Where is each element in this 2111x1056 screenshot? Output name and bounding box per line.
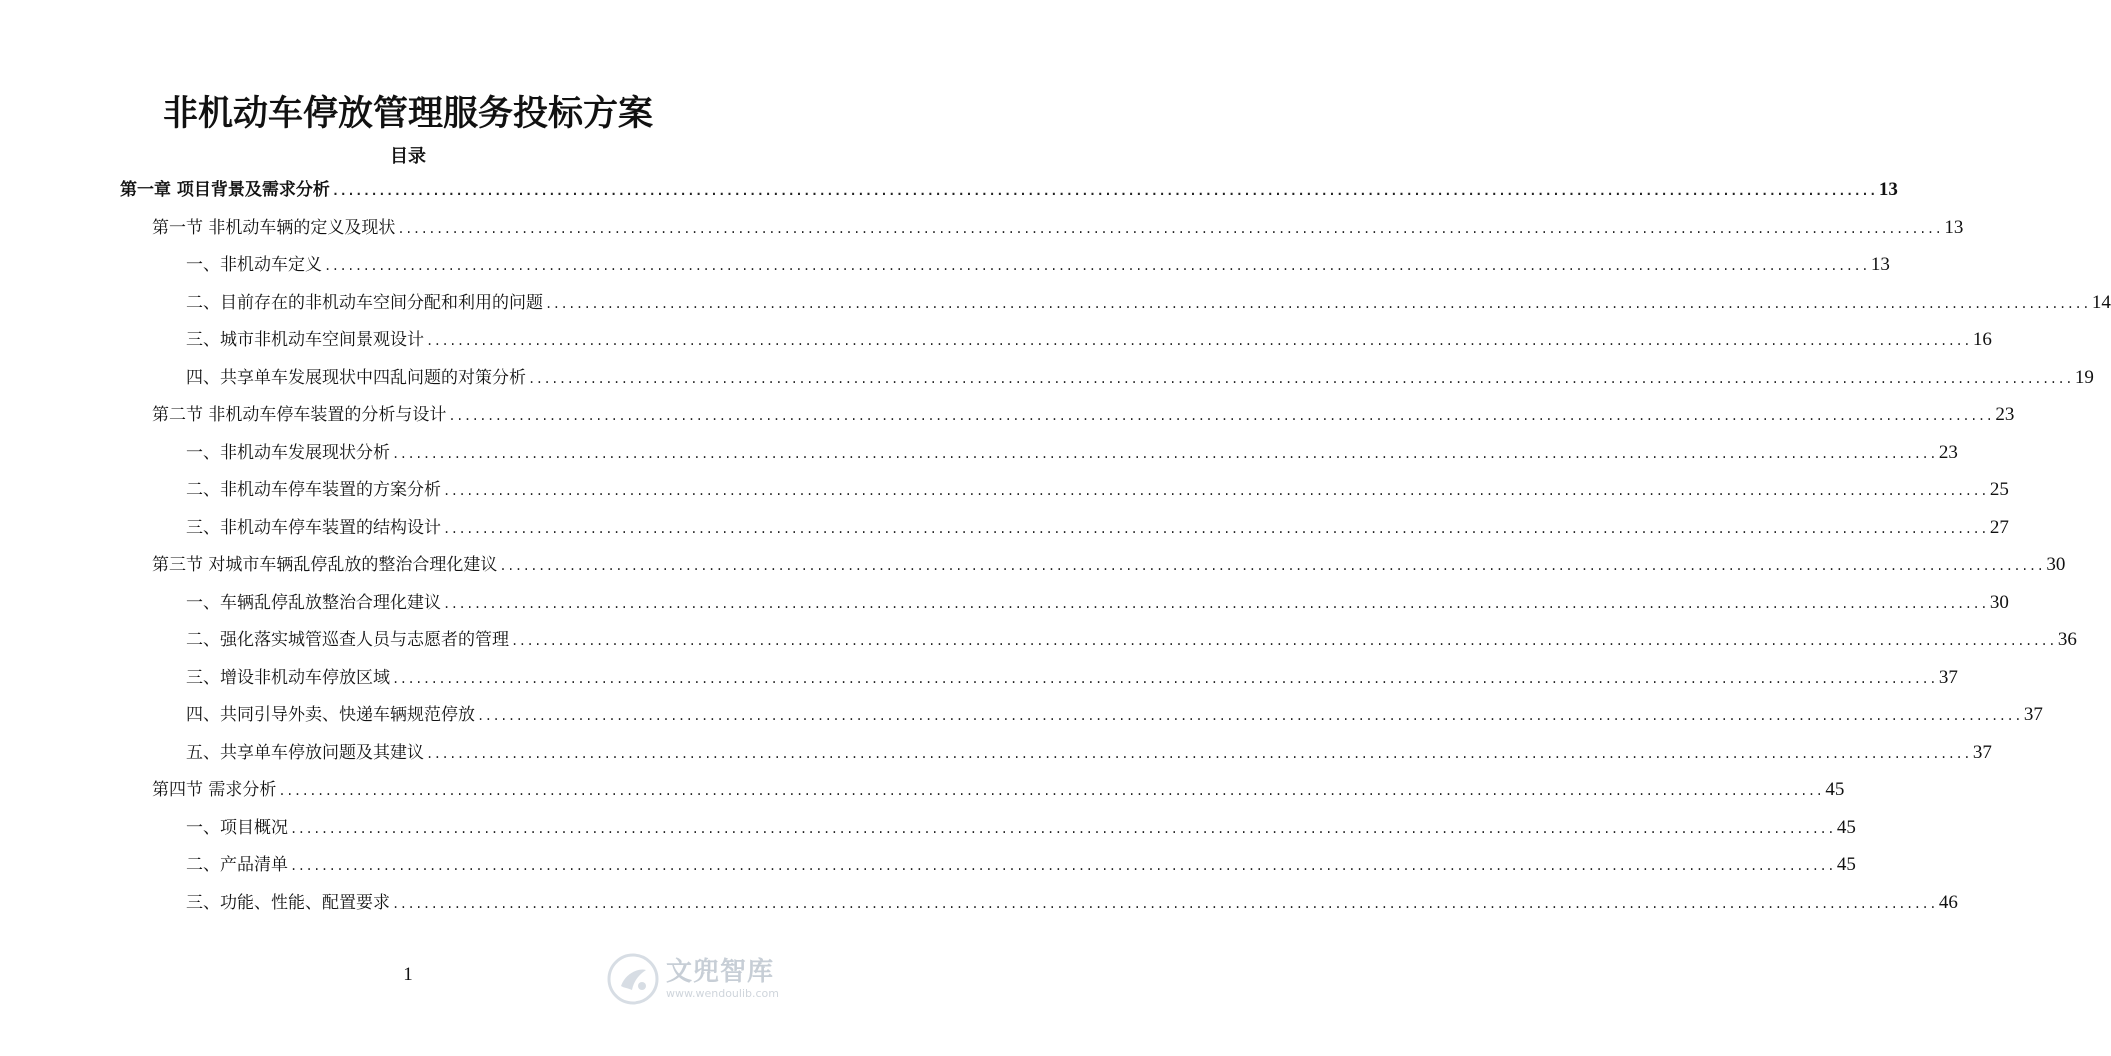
toc-entry-label: 一、非机动车发展现状分析 [186,442,390,463]
toc-entry-page: 16 [1972,329,1992,350]
toc-leader-dots: ........................................................................................................................................................................................................ [545,296,2090,311]
toc-entry-page: 30 [1989,591,2009,613]
toc-entry-page: 13 [1944,216,1964,238]
page-number: 1 [403,964,413,985]
toc-leader-dots: ........................................................................................................................................................................................................ [426,334,1971,348]
watermark-url: www.wendoulib.com [666,987,779,1000]
toc-entry-label: 二、非机动车停车装置的方案分析 [186,480,441,500]
toc-entry-label: 四、共享单车发展现状中四乱问题的对策分析 [186,367,526,388]
toc-entry[interactable] [152,214,1964,242]
toc-entry[interactable] [186,289,2111,317]
toc-entry-label: 一、非机动车定义 [186,255,322,275]
toc-entry[interactable] [186,589,2009,617]
toc-leader-dots: ........................................................................................................................................................................................................ [443,596,1988,611]
toc-entry-label: 三、功能、性能、配置要求 [186,892,390,913]
toc-entry[interactable] [152,776,1845,804]
toc-entry-label: 四、共同引导外卖、快递车辆规范停放 [186,705,475,725]
toc-entry[interactable] [186,739,1992,767]
toc-entry-label: 五、共享单车停放问题及其建议 [186,742,424,763]
toc-entry-label: 第二节 非机动车停车装置的分析与设计 [152,405,447,425]
toc-leader-dots: ........................................................................................................................................................................................................ [324,259,1869,273]
toc-entry[interactable] [120,176,1898,204]
toc-entry[interactable] [186,664,1958,692]
toc-entry-label: 二、目前存在的非机动车空间分配和利用的问题 [186,292,543,313]
toc-leader-dots: ........................................................................................................................................................................................................ [331,184,1877,198]
toc-entry[interactable] [186,251,1890,279]
toc-entry[interactable] [186,439,1958,467]
toc-entry-label: 二、强化落实城管巡查人员与志愿者的管理 [186,630,509,650]
document-title: 非机动车停放管理服务投标方案 [162,93,653,134]
toc-entry[interactable] [186,326,1992,354]
toc-entry-page: 19 [2074,366,2094,388]
toc-entry-label: 一、车辆乱停乱放整治合理化建议 [186,592,441,613]
toc-entry-label: 第三节 对城市车辆乱停乱放的整治合理化建议 [152,555,498,575]
toc-entry-label: 三、非机动车停车装置的结构设计 [186,517,441,538]
toc-entry-page: 13 [1870,254,1890,275]
toc-entry-label: 第四节 需求分析 [152,780,277,800]
toc-entry-page: 46 [1938,891,1958,913]
toc-entry[interactable] [186,889,1958,917]
toc-leader-dots: ........................................................................................................................................................................................................ [499,559,2045,573]
toc-leader-dots: ........................................................................................................................................................................................................ [290,821,1835,836]
wendou-logo-icon [606,952,660,1006]
watermark [606,944,796,1014]
toc-leader-dots: ........................................................................................................................................................................................................ [528,371,2073,386]
toc-entry[interactable] [186,814,1856,842]
toc-entry[interactable] [186,626,2077,654]
toc-leader-dots: ........................................................................................................................................................................................................ [477,709,2022,723]
toc-entry-page: 45 [1825,779,1845,800]
toc-entry-label: 三、城市非机动车空间景观设计 [186,330,424,350]
toc-entry-page: 23 [1995,404,2015,425]
toc-leader-dots: ........................................................................................................................................................................................................ [290,859,1835,873]
toc-entry[interactable] [152,551,2066,579]
toc-leader-dots: ........................................................................................................................................................................................................ [511,634,2056,648]
toc-entry[interactable] [186,514,2009,542]
toc-leader-dots: ........................................................................................................................................................................................................ [448,409,1994,423]
toc-entry-page: 14 [2091,291,2111,313]
toc-entry[interactable] [186,476,2009,504]
toc-leader-dots: ........................................................................................................................................................................................................ [392,446,1937,461]
toc-entry-label: 第一章 项目背景及需求分析 [120,180,330,200]
toc-entry[interactable] [186,851,1856,879]
toc-entry-page: 37 [2023,704,2043,725]
toc-entry-page: 45 [1836,816,1856,838]
toc-entry-page: 13 [1878,179,1898,200]
toc-leader-dots: ........................................................................................................................................................................................................ [443,484,1988,498]
toc-heading: 目录 [390,146,426,167]
toc-entry[interactable] [186,364,2094,392]
toc-leader-dots: ........................................................................................................................................................................................................ [278,784,1824,798]
toc-leader-dots: ........................................................................................................................................................................................................ [392,896,1937,911]
toc-entry-label: 一、项目概况 [186,817,288,838]
toc-entry-page: 36 [2057,629,2077,650]
watermark-name: 文兜智库 [666,957,775,987]
toc-entry-page: 23 [1938,441,1958,463]
toc-leader-dots: ........................................................................................................................................................................................................ [392,671,1937,686]
toc-entry-page: 37 [1938,666,1958,688]
toc-leader-dots: ........................................................................................................................................................................................................ [397,221,1943,236]
toc-entry-label: 第一节 非机动车辆的定义及现状 [152,217,396,238]
toc-leader-dots: ........................................................................................................................................................................................................ [443,521,1988,536]
toc-entry-page: 37 [1972,741,1992,763]
toc-entry-label: 三、增设非机动车停放区域 [186,667,390,688]
toc-entry-label: 二、产品清单 [186,855,288,875]
toc-entry-page: 25 [1989,479,2009,500]
toc-leader-dots: ........................................................................................................................................................................................................ [426,746,1971,761]
toc-entry-page: 30 [2046,554,2066,575]
toc-entry[interactable] [152,401,2015,429]
toc-entry[interactable] [186,701,2043,729]
toc-entry-page: 45 [1836,854,1856,875]
toc-entry-page: 27 [1989,516,2009,538]
